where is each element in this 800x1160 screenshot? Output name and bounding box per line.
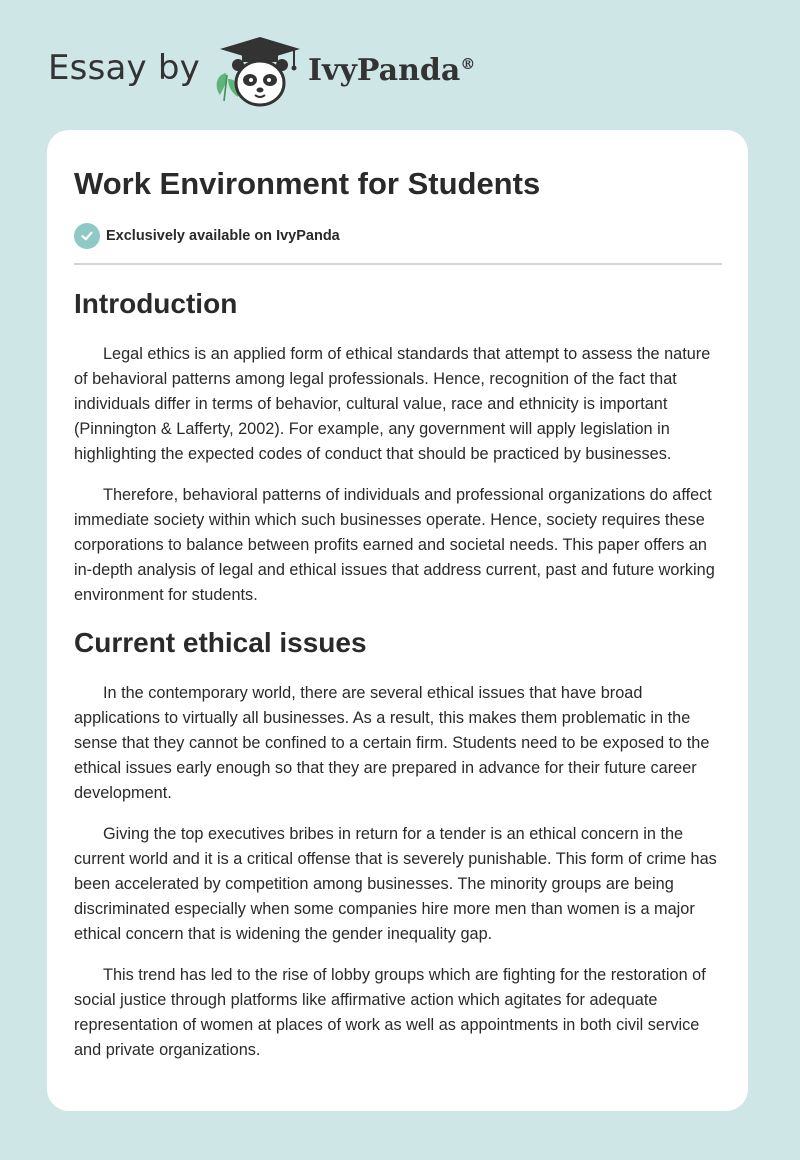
title-divider <box>74 263 722 265</box>
section-heading-current-ethical-issues: Current ethical issues <box>74 627 367 658</box>
site-brand[interactable] <box>48 34 475 114</box>
check-circle-icon <box>74 223 100 249</box>
essay-card <box>47 130 748 1111</box>
paragraph: This trend has led to the rise of lobby groups which are fighting for the restoration of social justice through platforms like affirmative action which agitates for adequate representation of women at places of work as well as appointments in both civil service and private organizations. <box>74 966 706 1059</box>
paragraph: Giving the top executives bribes in return for a tender is an ethical concern in the current world and it is a critical offense that is severely punishable. This form of crime has been accelerated by competition among businesses. The minority groups are being discriminated especially when some companies hire more men than women is a major ethical concern that is widening the gender inequality gap. <box>74 825 717 943</box>
page-title: Work Environment for Students <box>74 166 541 201</box>
paragraph: In the contemporary world, there are several ethical issues that have broad applications to virtually all businesses. As a result, this makes them problematic in the sense that they cannot be confined to a certain firm. Students need to be exposed to the ethical issues early enough so that they are prepared in advance for their future career development. <box>74 684 710 802</box>
panda-graduate-logo-icon <box>214 35 306 109</box>
paragraph: Therefore, behavioral patterns of individuals and professional organizations do affect immediate society within which such businesses operate. Hence, society requires these corporations to balance between profits earned and societal needs. This paper offers an in-depth analysis of legal and ethical issues that address current, past and future working environment for students. <box>74 486 715 604</box>
registered-mark: ® <box>460 54 476 73</box>
exclusive-badge <box>74 222 722 250</box>
paragraph: Legal ethics is an applied form of ethical standards that attempt to assess the nature of behavioral patterns among legal professionals. Hence, recognition of the fact that individuals differ in terms of behavior, cultural value, race and ethnicity is important (Pinnington & Lafferty, 2002). For example, any government will apply legislation in highlighting the expected codes of conduct that should be practiced by businesses. <box>74 345 711 463</box>
section-heading-introduction: Introduction <box>74 288 238 319</box>
badge-text: Exclusively available on IvyPanda <box>106 228 340 244</box>
brand-prefix: Essay by <box>48 48 200 88</box>
brand-name: IvyPanda® <box>307 52 476 88</box>
